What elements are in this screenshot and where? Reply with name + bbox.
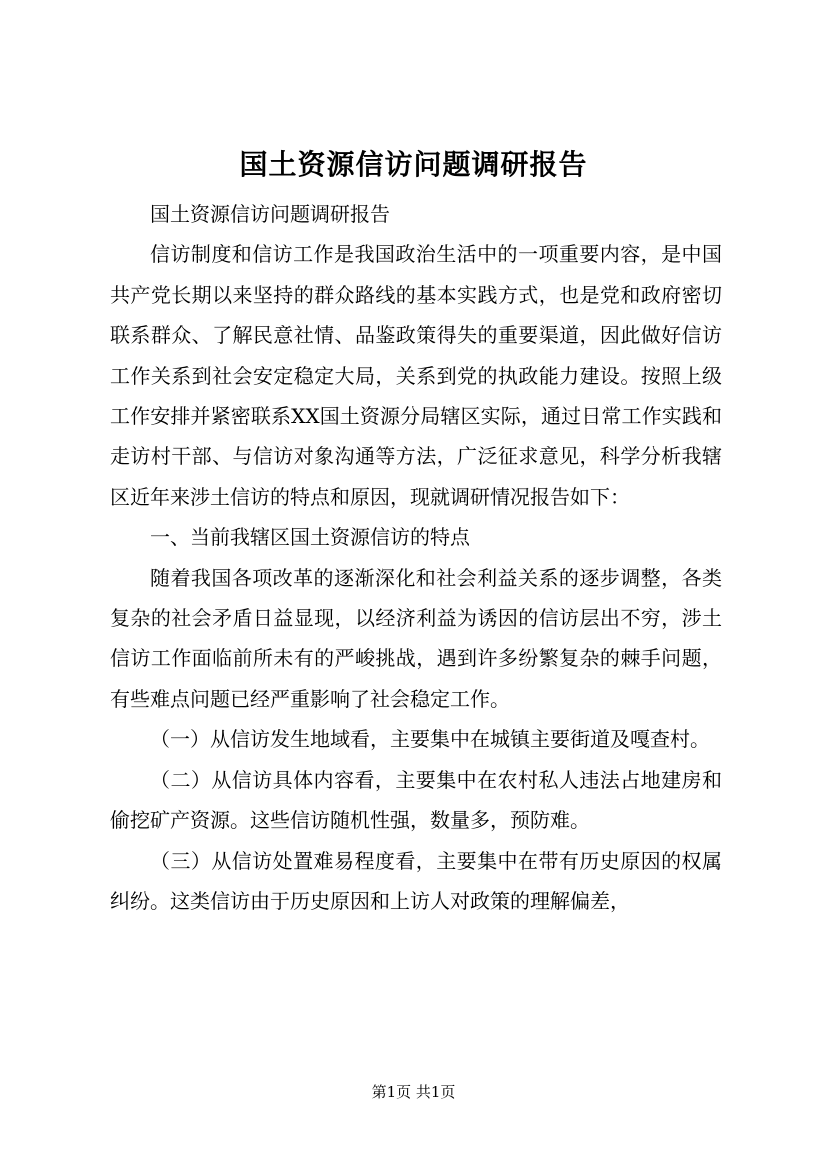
paragraph-subtitle: 国土资源信访问题调研报告 (150, 202, 390, 226)
section-heading: 一、当前我辖区国土资源信访的特点 (150, 525, 470, 550)
paragraph-point-1: （一）从信访发生地域看，主要集中在城镇主要街道及嘎查村。 (150, 727, 710, 752)
paragraph-background: 随着我国各项改革的逐渐深化和社会利益关系的逐步调整，各类复杂的社会矛盾日益显现，以经济利益为诱因的信访层出不穷，涉土信访工作面临前所未有的严峻挑战，遇到许多纷繁复杂的棘手问题，有些难点问题已经严重影响了社会稳定工作。 (110, 565, 722, 711)
page-footer: 第1页 共1页 (371, 1083, 456, 1101)
paragraph-point-2: （二）从信访具体内容看，主要集中在农村私人违法占地建房和偷挖矿产资源。这些信访随机性强，数量多，预防难。 (110, 767, 722, 833)
document-title: 国土资源信访问题调研报告 (239, 148, 588, 181)
paragraph-intro: 信访制度和信访工作是我国政治生活中的一项重要内容，是中国共产党长期以来坚持的群众路线的基本实践方式，也是党和政府密切联系群众、了解民意社情、品鉴政策得失的重要渠道，因此做好信访工作关系到社会安定稳定大局，关系到党的执政能力建设。按照上级工作安排并紧密联系XX国土资源分局辖区实际，通过日常工作实践和走访村干部、与信访对象沟通等方法，广泛征求意见，科学分析我辖区近年来涉土信访的特点和原因，现就调研情况报告如下： (110, 242, 722, 509)
paragraph-point-3: （三）从信访处置难易程度看，主要集中在带有历史原因的权属纠纷。这类信访由于历史原因和上访人对政策的理解偏差， (110, 848, 722, 913)
document-body (110, 194, 722, 921)
